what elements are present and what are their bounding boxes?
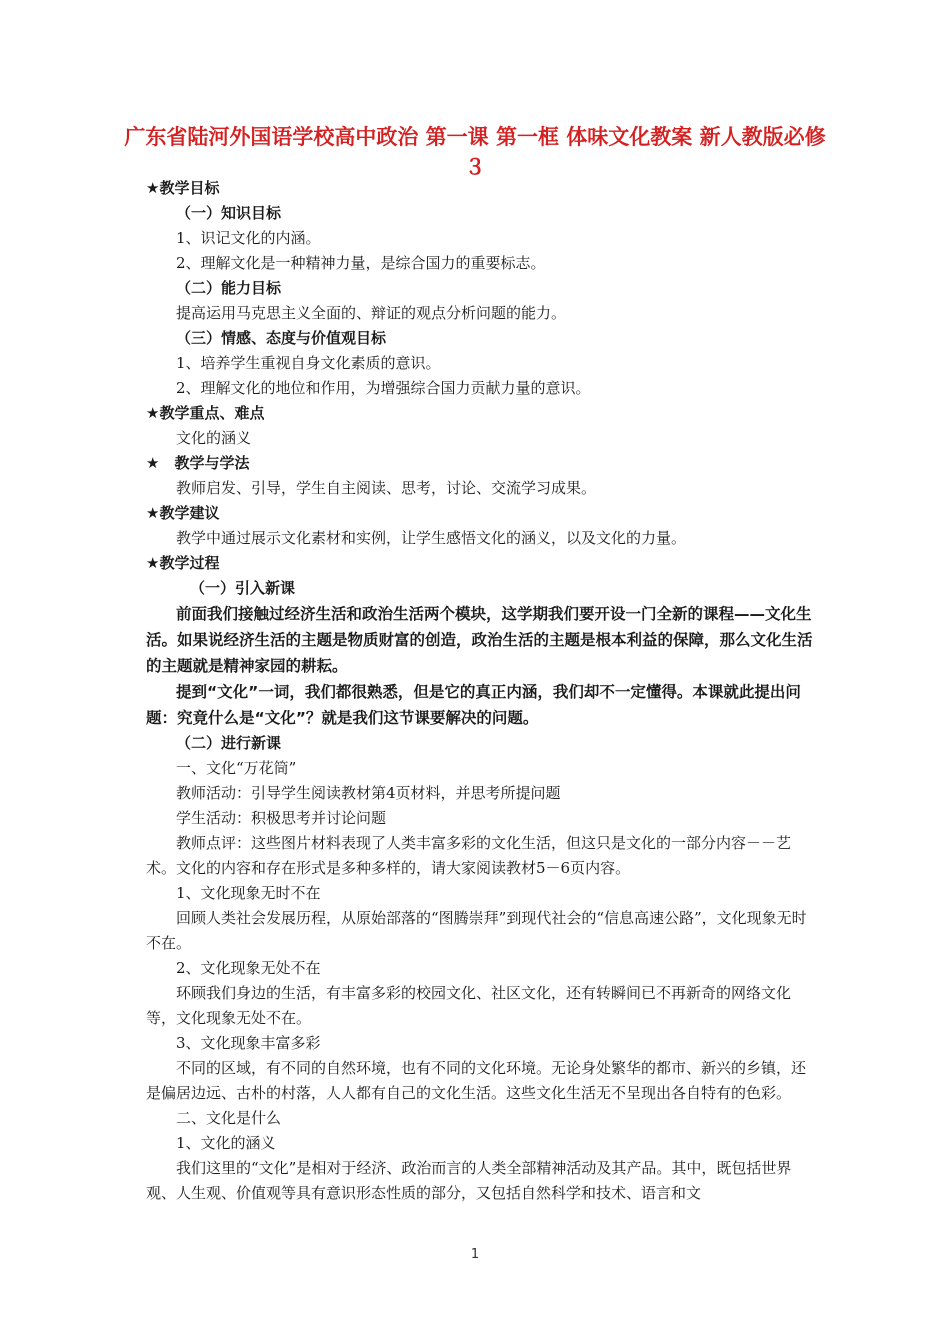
section-heading-suggestion: ★教学建议 <box>146 504 220 522</box>
teacher-comment: 教师点评：这些图片材料表现了人类丰富多彩的文化生活，但这只是文化的一部分内容－－艺术。文化的内容和存在形式是多种多样的，请大家阅读教材5－6页内容。 <box>146 834 792 877</box>
knowledge-goal-2: 2、理解文化是一种精神力量，是综合国力的重要标志。 <box>176 254 546 272</box>
item3-heading: 3、文化现象丰富多彩 <box>176 1034 321 1052</box>
document-body <box>146 176 816 1206</box>
methods-text: 教师启发、引导，学生自主阅读、思考，讨论、交流学习成果。 <box>176 479 597 497</box>
item3-text: 不同的区域，有不同的自然环境，也有不同的文化环境。无论身处繁华的都市、新兴的乡镇，还是偏居边远、古朴的村落，人人都有自己的文化生活。这些文化生活无不呈现出各自特有的色彩。 <box>146 1059 807 1102</box>
item1-heading: 1、文化现象无时不在 <box>176 884 321 902</box>
student-activity: 学生活动：积极思考并讨论问题 <box>176 809 387 827</box>
key-points-text: 文化的涵义 <box>176 429 252 447</box>
item1-text: 回顾人类社会发展历程，从原始部落的“图腾崇拜”到现代社会的“信息高速公路”，文化现象无时不在。 <box>146 909 807 952</box>
new-lesson-heading: （二）进行新课 <box>176 734 282 752</box>
page-number: 1 <box>470 1247 480 1262</box>
ability-goal-1: 提高运用马克思主义全面的、辩证的观点分析问题的能力。 <box>176 304 567 322</box>
section-heading-goals: ★教学目标 <box>146 179 220 197</box>
emotion-goal-1: 1、培养学生重视自身文化素质的意识。 <box>176 354 441 372</box>
emotion-goals-heading: （三）情感、态度与价值观目标 <box>176 329 387 347</box>
intro-paragraph-1: 前面我们接触过经济生活和政治生活两个模块，这学期我们要开设一门全新的课程——文化生活。如果说经济生活的主题是物质财富的创造，政治生活的主题是根本利益的保障，那么文化生活的主题就是精神家园的耕耘。 <box>146 605 813 675</box>
section-heading-process: ★教学过程 <box>146 554 220 572</box>
part1-heading: 一、文化“万花筒” <box>176 759 297 777</box>
intro-heading: （一）引入新课 <box>190 579 296 597</box>
section-heading-methods: ★ 教学与学法 <box>146 454 250 472</box>
knowledge-goals-heading: （一）知识目标 <box>176 204 282 222</box>
part2-item1-text: 我们这里的“文化”是相对于经济、政治而言的人类全部精神活动及其产品。其中，既包括世界观、人生观、价值观等具有意识形态性质的部分，又包括自然科学和技术、语言和文 <box>146 1159 792 1202</box>
ability-goals-heading: （二）能力目标 <box>176 279 282 297</box>
emotion-goal-2: 2、理解文化的地位和作用，为增强综合国力贡献力量的意识。 <box>176 379 591 397</box>
knowledge-goal-1: 1、识记文化的内涵。 <box>176 229 321 247</box>
intro-paragraph-2: 提到“文化”一词，我们都很熟悉，但是它的真正内涵，我们却不一定懂得。本课就此提出问题：究竟什么是“文化”？就是我们这节课要解决的问题。 <box>146 683 801 727</box>
suggestion-text: 教学中通过展示文化素材和实例，让学生感悟文化的涵义，以及文化的力量。 <box>176 529 687 547</box>
section-heading-key-points: ★教学重点、难点 <box>146 404 265 422</box>
part2-item1-heading: 1、文化的涵义 <box>176 1134 276 1152</box>
item2-text: 环顾我们身边的生活，有丰富多彩的校园文化、社区文化，还有转瞬间已不再新奇的网络文化等，文化现象无处不在。 <box>146 984 792 1027</box>
part2-heading: 二、文化是什么 <box>176 1109 282 1127</box>
page-title: 广东省陆河外国语学校高中政治 第一课 第一框 体味文化教案 新人教版必修３ <box>124 125 826 179</box>
teacher-activity: 教师活动：引导学生阅读教材第4页材料，并思考所提问题 <box>176 784 561 802</box>
item2-heading: 2、文化现象无处不在 <box>176 959 321 977</box>
